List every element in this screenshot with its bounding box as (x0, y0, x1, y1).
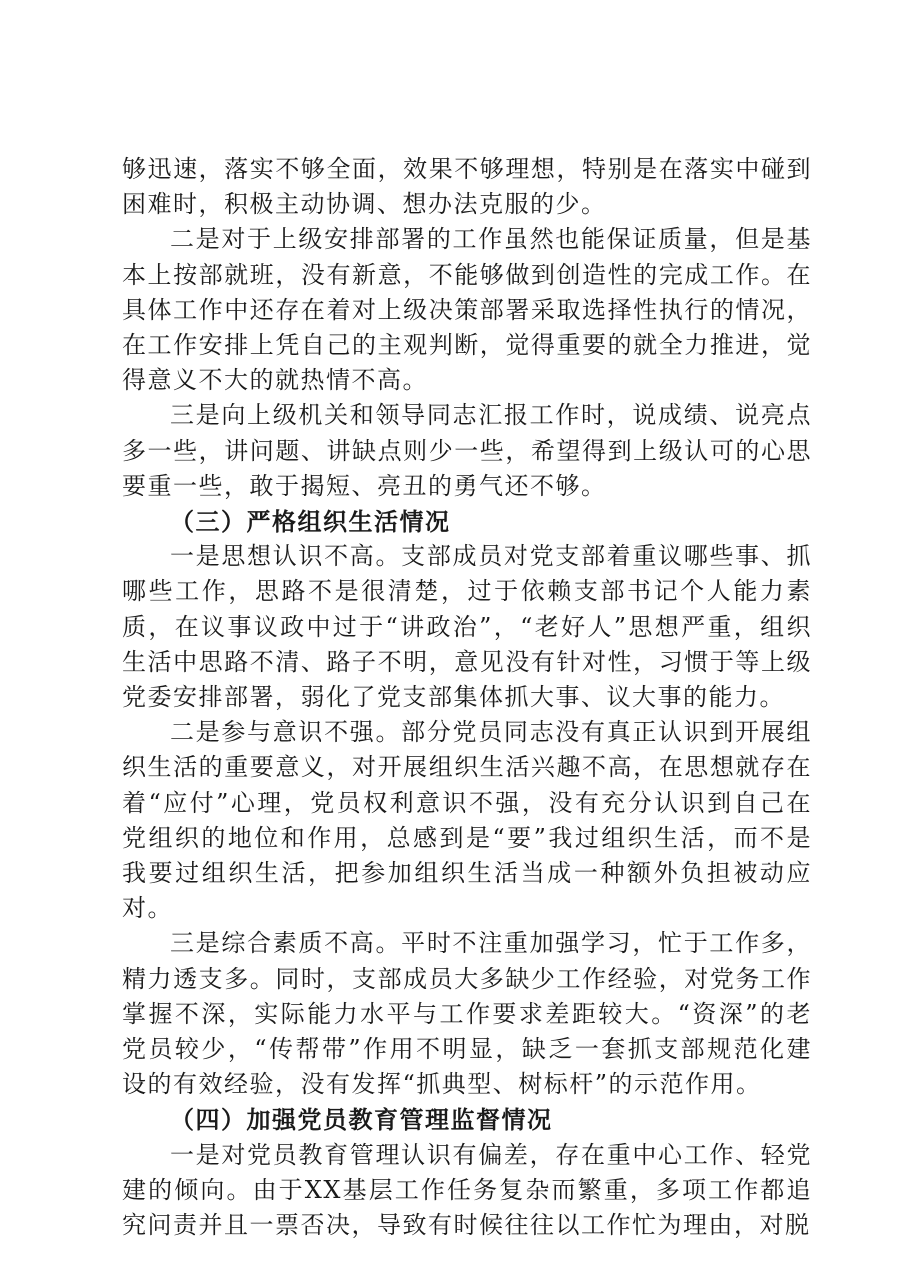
paragraph-participation: 二是参与意识不强。部分党员同志没有真正认识到开展组织生活的重要意义，对开展组织生活兴趣不高，在思想就存在着“应付”心理，党员权利意识不强，没有充分认识到自己在党组织的地位和作用，总感到是“要”我过组织生活，而不是我要过组织生活，把参加组织生活当成一种额外负担被动应对。 (122, 718, 812, 923)
document-body (122, 152, 812, 1243)
paragraph-point-two: 二是对于上级安排部署的工作虽然也能保证质量，但是基本上按部就班，没有新意，不能够做到创造性的完成工作。在具体工作中还存在着对上级决策部署采取选择性执行的情况，在工作安排上凭自己的主观判断，觉得重要的就全力推进，觉得意义不大的就热情不高。 (122, 225, 812, 395)
paragraph-point-three: 三是向上级机关和领导同志汇报工作时，说成绩、说亮点多一些，讲问题、讲缺点则少一些，希望得到上级认可的心思要重一些，敢于揭短、亮丑的勇气还不够。 (122, 401, 812, 500)
section-heading-three: （三）严格组织生活情况 (170, 507, 451, 537)
section-heading-four: （四）加强党员教育管理监督情况 (170, 1105, 553, 1135)
paragraph-thinking-awareness: 一是思想认识不高。支部成员对党支部着重议哪些事、抓哪些工作，思路不是很清楚，过于依赖支部书记个人能力素质，在议事议政中过于“讲政治”，“老好人”思想严重，组织生活中思路不清、路子不明，意见没有针对性，习惯于等上级党委安排部署，弱化了党支部集体抓大事、议大事的能力。 (122, 542, 812, 712)
paragraph-education-management: 一是对党员教育管理认识有偏差，存在重中心工作、轻党建的倾向。由于XX基层工作任务复杂而繁重，多项工作都追究问责并且一票否决，导致有时候往往以工作忙为理由，对脱 (122, 1140, 812, 1240)
paragraph-continuation: 够迅速，落实不够全面，效果不够理想，特别是在落实中碰到困难时，积极主动协调、想办法克服的少。 (122, 155, 812, 219)
paragraph-quality: 三是综合素质不高。平时不注重加强学习，忙于工作多，精力透支多。同时，支部成员大多缺少工作经验，对党务工作掌握不深，实际能力水平与工作要求差距较大。“资深”的老党员较少，“传帮带”作用不明显，缺乏一套抓支部规范化建设的有效经验，没有发挥“抓典型、树标杆”的示范作用。 (122, 929, 812, 1099)
